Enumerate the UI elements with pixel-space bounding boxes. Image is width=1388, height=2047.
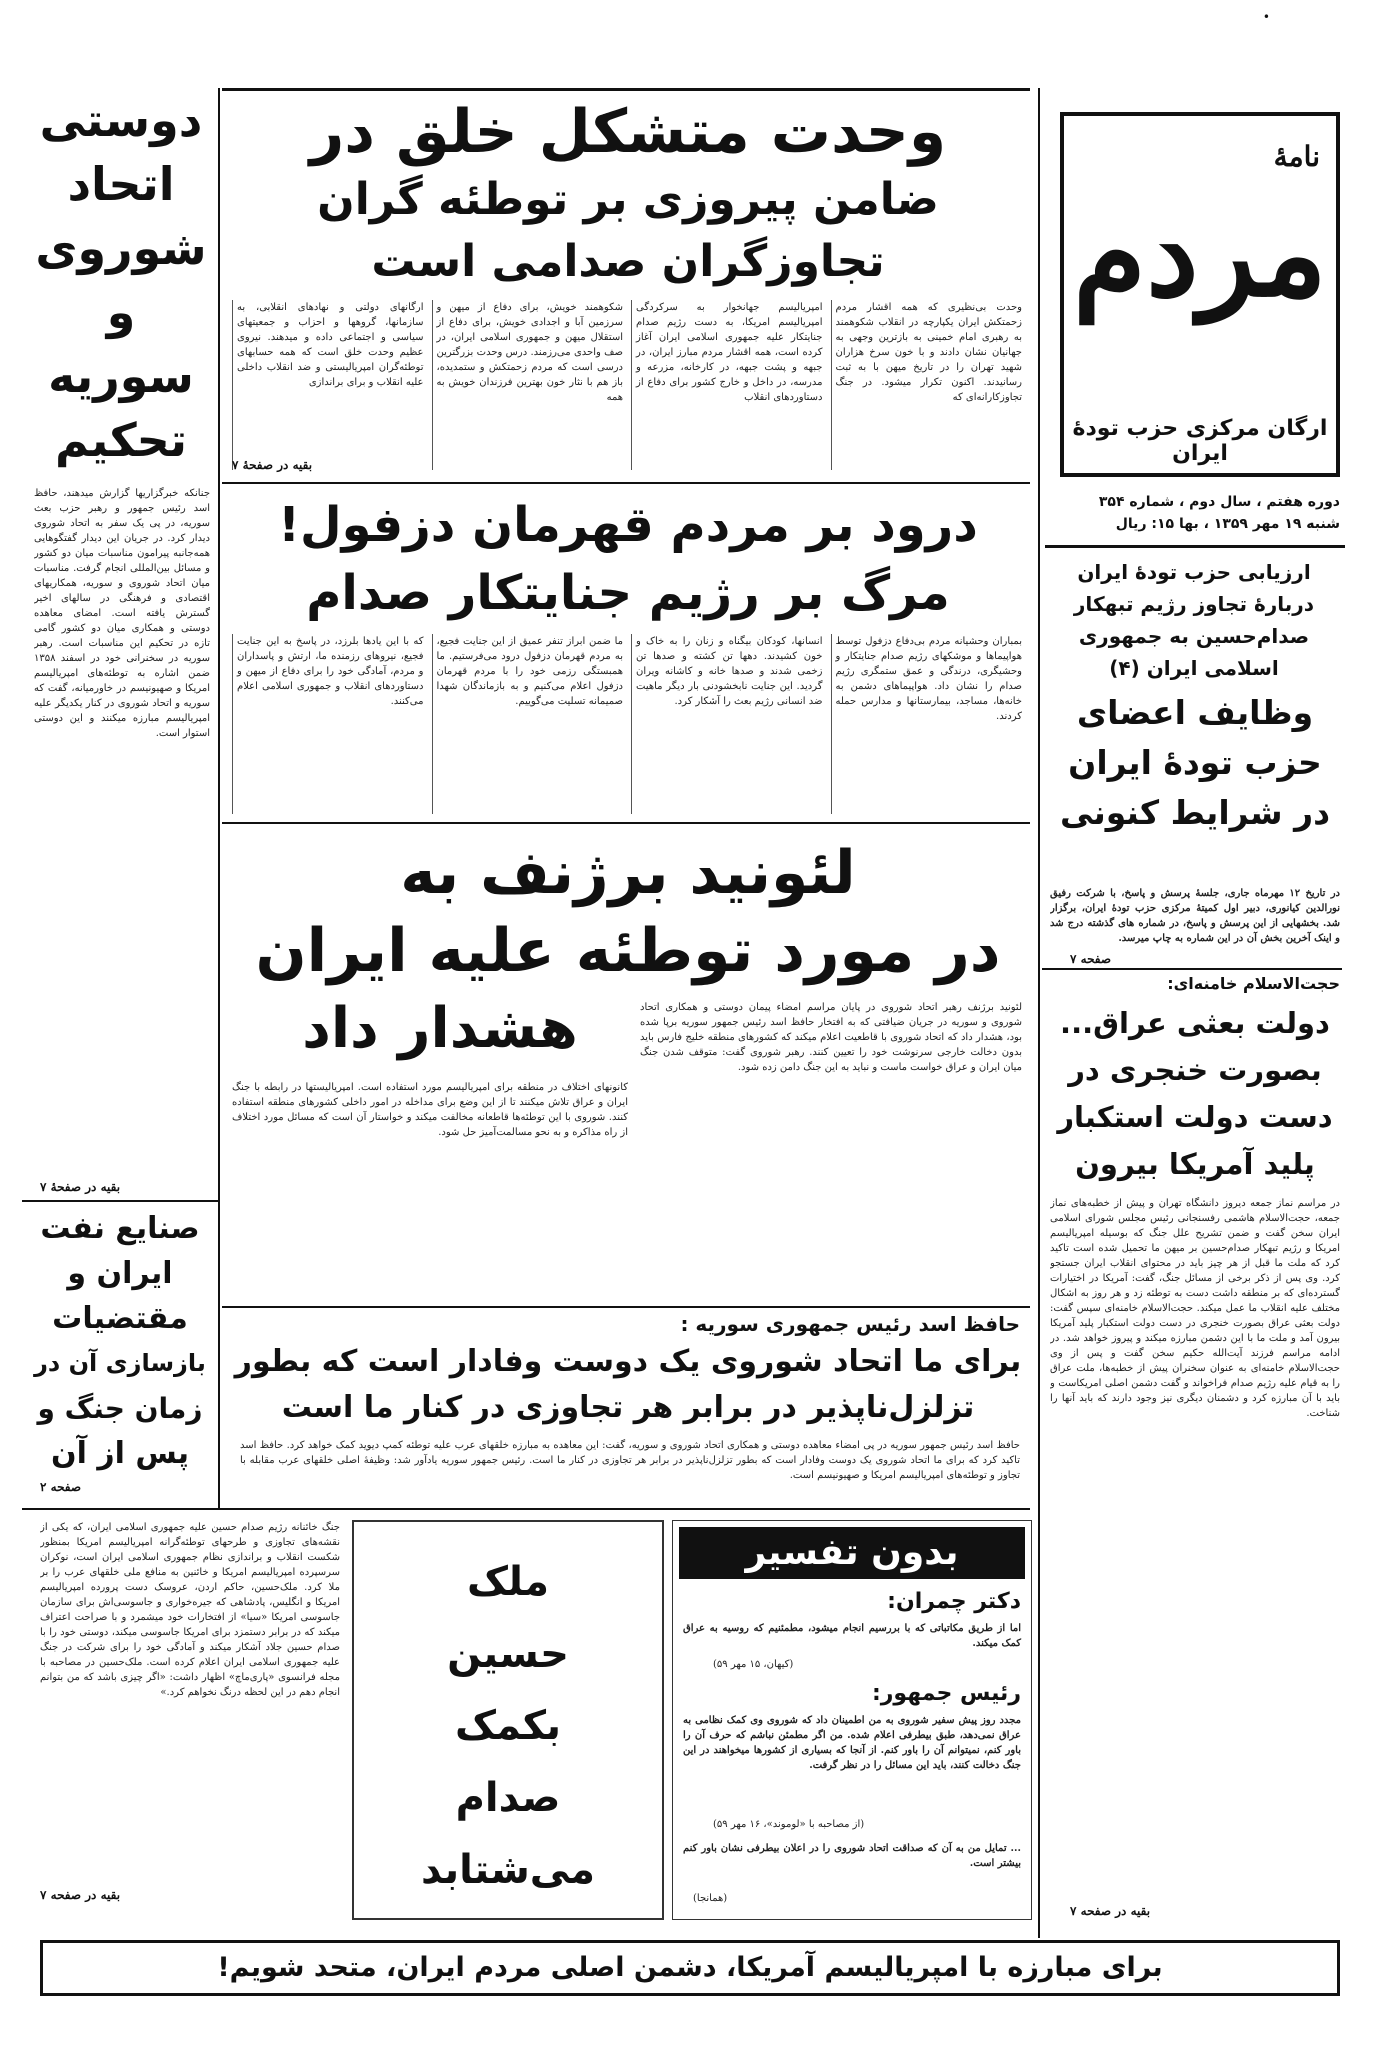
lead-continued: بقیه در صفحهٔ ۷ xyxy=(232,458,313,472)
hussein-box-line: ملک xyxy=(466,1559,550,1605)
hussein-box xyxy=(352,1520,664,1920)
brezhnev-headline-3: هشدار داد xyxy=(302,996,578,1061)
brezhnev-column-left: کانونهای اختلاف در منطقه برای امپریالیسم مورد استفاده است. امپریالیستها در رابطه با جنگ ایران و عراق تلاش میکنند تا از این وضع برای مداخله در امور داخلی کشورهای منطقه استفاده کنند. شوروی با این توطئه‌ها قاطعانه مخالفت میکند و خواستار آن است که مسائل مورد اختلاف از راه مذاکره و به نحو مسالمت‌آمیز حل شود. xyxy=(232,1082,628,1138)
no-comment-quote-3: ... تمایل من به آن که صداقت اتحاد شوروی را در اعلان بیطرفی نشان باور کنم بیشتر است. xyxy=(683,1843,1021,1869)
lead-column: وحدت بی‌نظیری که همه اقشار مردم زحمتکش ایران یکپارچه در انقلاب شکوهمند به رهبری امام خمینی به بازترین وجهی به جهانیان نشان دادند و با خون سرخ هزاران شهید تهران را در تاریخ میهن با به ثبت رسانیدند. اکنون تکرار میشود. در جنگ تجاوزکارانه‌ای که xyxy=(831,300,1023,470)
right-khamenei-continued: بقیه در صفحه ۷ xyxy=(1070,1904,1151,1918)
no-comment-source-2: (از مصاحبه با «لوموند»، ۱۶ مهر ۵۹) xyxy=(713,1819,865,1830)
assad-kicker: حافظ اسد رئیس جمهوری سوریه : xyxy=(680,1312,1020,1336)
right-analysis-subheadline: وظایف اعضای حزب تودهٔ ایران در شرایط کنونی xyxy=(1059,693,1331,832)
brezhnev-column-right: لئونید برژنف رهبر اتحاد شوروی در پایان مراسم امضاء پیمان دوستی و همکاری اتحاد شوروی و سوریه در جریان ضیافتی که به افتخار حافظ اسد رئیس جمهور سوریه برپا شده بود، هشدار داد که اتحاد شوروی با قاطعیت اعلام میکند که کشورهای منطقه خلیج فارس باید بدون دخالت خارجی سرنوشت خود را تعیین کنند. رهبر شوروی گفت: متوقف شدن جنگ میان ایران و عراق خواست ماست و نباید به این جنگ دامن زده شود. xyxy=(640,1002,1022,1073)
lead-column: ارگانهای دولتی و نهادهای انقلابی، به سازمانها، گروهها و احزاب و جمعیتهای سیاسی و اجتماعی داده و میدهند. نیروی عظیم وحدت خلق است که همه حسابهای توطئه‌گران امپریالیستی و ضد انقلاب داخلی علیه انقلاب و برای براندازی xyxy=(232,300,424,470)
lead-bottom-rule xyxy=(222,482,1030,484)
left-top-headline-line: تحکیم xyxy=(54,413,188,467)
dezful-column: که با این یادها بلرزد، در پاسخ به این جنایت فجیع، نیروهای رزمنده ما، ارتش و پاسداران و مردم، آمادگی خود را برای دفاع از میهن و دستاوردهای انقلاب و جمهوری اسلامی اعلام می‌کنند. xyxy=(232,634,424,814)
masthead-rule xyxy=(1045,545,1345,548)
dezful-column: بمباران وحشیانه مردم بی‌دفاع دزفول توسط هواپیماها و موشکهای رژیم صدام جنایتکار و وحشیگری، درندگی و عمق ستمگری رژیم صدام را نشان داد. هواپیماهای دشمن به خانه‌ها، مساجد، بیمارستانها و مدارس حمله کردند. xyxy=(831,634,1023,814)
lead-column: شکوهمند خویش، برای دفاع از میهن و سرزمین آبا و اجدادی خویش، برای دفاع از استقلال میهن و جمهوری اسلامی ایران، در صف واحدی می‌رزمند. درس وحدت بزرگترین درسی است که مردم زحمتکش و ستمدیده، باز هم با نثار خون بهترین فرزندان خویش به همه xyxy=(432,300,624,470)
left-oil-headline-line: زمان جنگ و xyxy=(37,1392,203,1425)
no-comment-source-1: (کیهان، ۱۵ مهر ۵۹) xyxy=(713,1659,794,1670)
left-top-headline-line: و سوریه xyxy=(48,285,194,403)
left-top-continued: بقیه در صفحهٔ ۷ xyxy=(40,1180,121,1194)
dezful-column: انسانها، کودکان بیگناه و زنان را به خاک و خون کشیدند. دهها تن کشته و صدها تن زخمی شدند و صدها خانه و کاشانه ویران گردید. این جنایت نابخشودنی بار دیگر ماهیت ضد انسانی رژیم بعث را آشکار کرد. xyxy=(631,634,823,814)
left-oil-headline-line: ایران و xyxy=(67,1256,173,1291)
left-top-headline-line: دوستی xyxy=(39,93,203,147)
no-comment-box xyxy=(672,1520,1032,1920)
left-oil-headline-line: پس از آن xyxy=(50,1436,189,1471)
right-analysis-headline: ارزیابی حزب تودهٔ ایران دربارهٔ تجاوز رژیم تبهکار صدام‌حسین به جمهوری اسلامی ایران (۴) xyxy=(1073,560,1315,680)
no-comment-speaker-1: دکتر چمران: xyxy=(887,1589,1021,1614)
left-oil-continued: صفحه ۲ xyxy=(40,1480,82,1494)
dezful-headline-1: درود بر مردم قهرمان دزفول! xyxy=(278,497,978,553)
date-price-line: شنبه ۱۹ مهر ۱۳۵۹ ، بها ۱۵: ریال xyxy=(1115,516,1340,532)
issue-line: دوره هفتم ، سال دوم ، شماره ۳۵۴ xyxy=(1098,494,1340,510)
dezful-bottom-rule xyxy=(222,822,1030,824)
lead-headline-1: وحدت متشکل خلق در xyxy=(309,97,947,167)
left-column-rule xyxy=(218,88,220,1508)
lead-headline-2: ضامن پیروزی بر توطئه گران xyxy=(317,174,939,225)
corner-mark: • xyxy=(1262,10,1270,24)
left-top-text: جنانکه خبرگزاریها گزارش میدهند، حافظ اسد رئیس جمهور و رهبر حزب بعث سوریه، در پی یک سفر به اتحاد شوروی دیدار کرد. در جریان این دیدار گفتگوهایی همه‌جانبه پیرامون مناسبات میان دو کشور و مسائل بین‌المللی انجام گرفت. مناسبات میان اتحاد شوروی و سوریه، همکاریهای اقتصادی و فرهنگی در سالهای اخیر گسترش یافته است. امضای معاهده دوستی و همکاری میان دو کشور گامی تازه در تحکیم این مناسبات است. رهبر سوریه در سخنرانی خود در اسفند ۱۳۵۸ ضمن اشاره به توطئه‌های امپریالیسم امریکا و صهیونیسم در خاورمیانه، گفت که سوریه و اتحاد شوروی در کنار یکدیگر علیه امپریالیسم مبارزه میکنند و این دوستی استوار است. xyxy=(34,488,210,739)
assad-headline-2: تزلزل‌ناپذیر در برابر هر تجاوزی در کنار ما است xyxy=(281,1390,975,1425)
assad-bottom-rule xyxy=(22,1508,1030,1510)
left-top-headline xyxy=(28,88,214,478)
lead-top-rule xyxy=(222,88,1030,91)
masthead xyxy=(1060,112,1340,477)
no-comment-quote-1: اما از طریق مکاتباتی که با بررسیم انجام میشود، مطمئنیم که روسیه به عراق کمک میکند. xyxy=(683,1623,1021,1649)
right-khamenei-text: در مراسم نماز جمعه دیروز دانشگاه تهران و پیش از خطبه‌های نماز جمعه، حجت‌الاسلام هاشمی رفسنجانی رئیس مجلس شورای اسلامی ایران سخن گفت و ضمن تشریح علل جنگ که بوسیله امپریالیسم امریکا و رژیم تبهکار صدام‌حسین بر میهن ما تحمیل شده است تاکید کرد که ملت ما قبل از هر چیز باید در محتوای انقلاب ایران جستجو کرد. وی پس از ذکر برخی از مسائل جنگ، گفت: آمریکا در اختیارات گسترده‌ای که بر منطقه داشت دست به توطئه زد و هر روز به اشکال مختلف علیه انقلاب ما عمل میکند. حجت‌الاسلام خامنه‌ای سپس گفت: دولت بعثی عراق بصورت خنجری در دست دولت استکبار پلید آمریکا بیرون آمد و ملت ما با این دشمن مبارزه میکند و پیروز خواهد شد. در ادامه مراسم فرزند آیت‌الله حکیم سخن گفت و پس از وی حجت‌الاسلام خامنه‌ای به عنوان سخنران پیش از خطبه‌ها، ملت عراق را به قیام علیه رژیم صدام فراخواند و گفت دشمن اصلی امریکاست و باید با آن مبارزه کرد و دشمنان دیگری نیز وجود دارند که باید آنها را شناخت. xyxy=(1050,1198,1340,1419)
left-oil-headline-line: صنایع نفت xyxy=(40,1211,200,1246)
masthead-name-main: مردم xyxy=(1073,184,1327,323)
right-khamenei-kicker: حجت‌الاسلام خامنه‌ای: xyxy=(1167,974,1340,993)
right-column-rule xyxy=(1038,88,1040,1938)
left-top-bottom-rule xyxy=(22,1200,218,1202)
no-comment-quote-2: مجدد روز پیش سفیر شوروی به من اطمینان داد که شوروی وی کمک نظامی به عراق نمی‌دهد، طبق بیطرفی اعلام شده. من اگر مطمئن نباشم که حرف آن را باور کنم، نمیتوانم آن را باور کنم. از آنجا که بسیاری از کشورها میخواهند در این جنگ دخالت کنند، باید این مسائل را در نظر گرفت. xyxy=(683,1715,1021,1771)
masthead-name-top: نامهٔ xyxy=(1273,140,1320,173)
brezhnev-headline-2: در مورد توطئه علیه ایران xyxy=(255,916,1001,986)
brezhnev-bottom-rule xyxy=(222,1306,1030,1308)
assad-text: حافظ اسد رئیس جمهور سوریه در پی امضاء معاهده دوستی و همکاری اتحاد شوروی و سوریه، گفت: این معاهده به مبارزه خلقهای عرب علیه توطئه کمپ دیوید کمک خواهد کرد. حافظ اسد تاکید کرد که برای ما اتحاد شوروی یک دوست وفادار است که بطور تزلزل‌ناپذیر در برابر هر تجاوزی در کنار ما است. رئیس جمهور سوریه یادآور شد: وظیفهٔ اصلی خلقهای عرب مقابله با تجاوز و توطئه‌های امپریالیسم امریکا و صهیونیسم است. xyxy=(240,1440,1020,1481)
hussein-box-line: حسین xyxy=(447,1631,569,1677)
lead-headline-3: تجاوزگران صدامی است xyxy=(371,236,885,287)
assad-headline-1: برای ما اتحاد شوروی یک دوست وفادار است که بطور xyxy=(234,1344,1022,1379)
hussein-box-line: بکمک xyxy=(454,1703,562,1749)
bottom-left-continued: بقیه در صفحه ۷ xyxy=(40,1888,121,1902)
hussein-box-line: می‌شتابد xyxy=(420,1847,596,1893)
right-analysis-continued: صفحه ۷ xyxy=(1070,952,1112,966)
left-top-headline-line: اتحاد xyxy=(67,157,175,211)
brezhnev-headline-1: لئونید برژنف به xyxy=(400,838,856,908)
left-top-headline-line xyxy=(28,472,214,478)
right-analysis-intro: در تاریخ ۱۲ مهرماه جاری، جلسهٔ پرسش و پاسخ، با شرکت رفیق نورالدین کیانوری، دبیر اول کمیتهٔ مرکزی حزب تودهٔ ایران، برگزار شد. بخشهایی از این پرسش و پاسخ، در شماره های گذشته درج شد و اینک آخرین بخش آن در این شماره به چاپ میرسد. xyxy=(1050,888,1340,944)
dezful-headline-2: مرگ بر رژیم جنایتکار صدام xyxy=(306,565,950,621)
lead-body-columns xyxy=(232,300,1022,470)
masthead-organ-line: ارگان مرکزی حزب تودهٔ ایران xyxy=(1072,416,1328,466)
hussein-box-line: صدام xyxy=(455,1775,561,1821)
right-khamenei-headline: دولت بعثی عراق... بصورت خنجری در دست دولت استکبار پلید آمریکا بیرون xyxy=(1057,1006,1333,1181)
left-oil-headline xyxy=(24,1206,216,1476)
no-comment-speaker-2: رئیس جمهور: xyxy=(871,1681,1021,1706)
left-oil-headline-line: بازسازی آن در xyxy=(34,1349,206,1377)
lead-column: امپریالیسم جهانخوار به سرکردگی امپریالیسم امریکا، به دست رژیم صدام جنایتکار علیه جمهوری اسلامی ایران آغاز کرده است، همه اقشار مردم مبارز ایران، در جبهه و پشت جبهه، در کارخانه، مزرعه و مدرسه، در داخل و خارج کشور برای دفاع از دستاوردهای انقلاب xyxy=(631,300,823,470)
bottom-left-text: جنگ خائنانه رژیم صدام حسین علیه جمهوری اسلامی ایران، که یکی از نقشه‌های تجاوزی و طرحهای توطئه‌گرانه امپریالیسم امریکا بمنظور شکست انقلاب و براندازی نظام جمهوری اسلامی ایران است، نوکران سرسپرده امپریالیسم امریکا و خائنین به منافع ملی خلقهای عرب را بر ملا کرد. ملک‌حسین، حاکم اردن، عروسک دست پرورده امپریالیسم امریکا و انگلیس، پادشاهی که جیره‌خواری و جاسوسی‌اش برای سازمان جاسوسی امریکا «سیا» از افتخارات خود میشمرد و با صراحت اعتراف میکند که در برابر دستمزد برای امریکا جاسوسی میکند، دوستی خود را با صدام حسین جلاد آشکار میکند و آمادگی خود را برای شرکت در جنگ علیه جمهوری اسلامی ایران اعلام کرده است. ملک‌حسین در مصاحبه با مجله فرانسوی «پاری‌ماچ» اظهار داشت: «اگر چیزی باشد که من بتوانم انجام دهم در این لحظه درنگ نخواهم کرد.» xyxy=(40,1522,340,1698)
dezful-body-columns xyxy=(232,634,1022,814)
right-analysis-bottom-rule xyxy=(1042,968,1342,970)
no-comment-source-3: (همانجا) xyxy=(693,1893,728,1904)
dezful-column: ما ضمن ابراز تنفر عمیق از این جنایت فجیع، به مردم قهرمان دزفول درود می‌فرستیم. ما همبستگی رزمی خود را با مردم قهرمان دزفول اعلام می‌کنیم و به بازماندگان شهدا صمیمانه تسلیت می‌گوییم. xyxy=(432,634,624,814)
left-top-headline-line: شوروی xyxy=(35,221,207,275)
footer-slogan: برای مبارزه با امپریالیسم آمریکا، دشمن اصلی مردم ایران، متحد شویم! xyxy=(40,1940,1340,1996)
left-oil-headline-line: مقتضیات xyxy=(52,1301,188,1336)
no-comment-banner: بدون تفسیر xyxy=(679,1527,1025,1579)
